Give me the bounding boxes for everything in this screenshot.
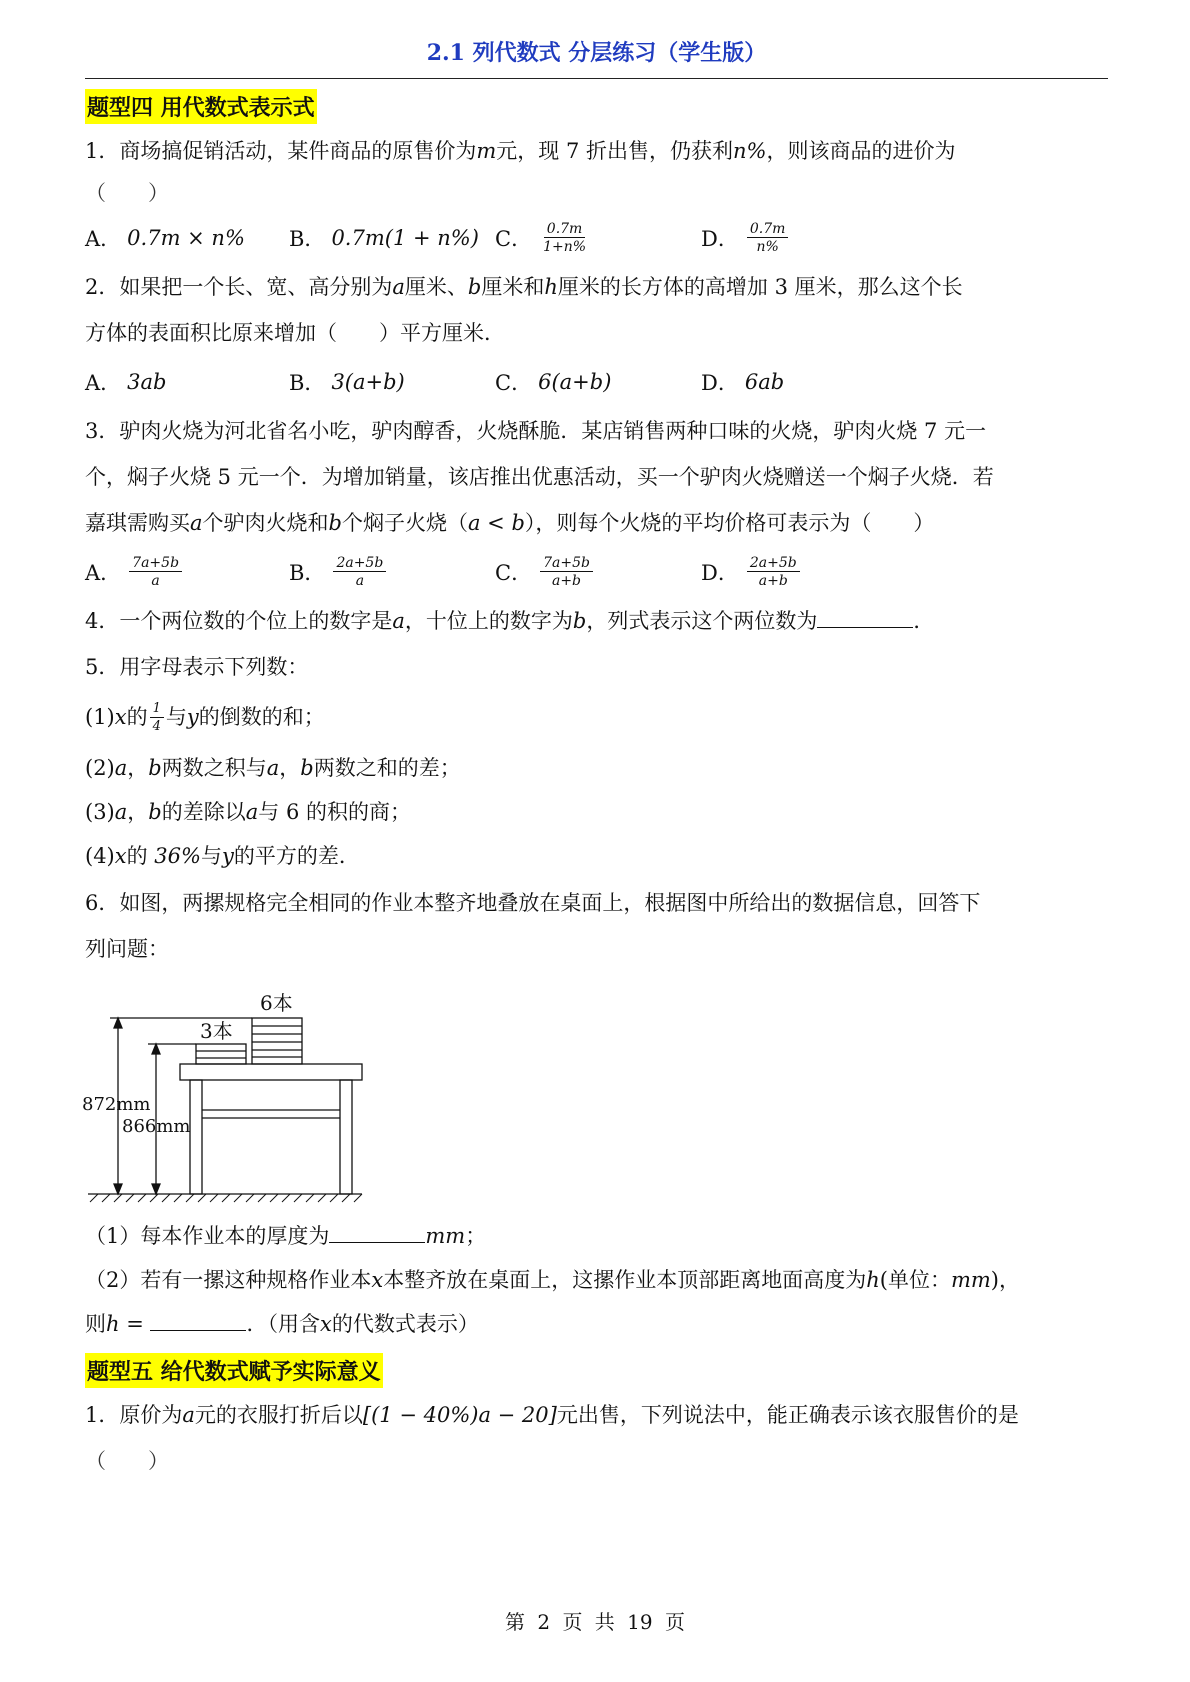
desk-diagram: [80, 972, 380, 1212]
question-3: 3．驴肉火烧为河北省名小吃，驴肉醇香，火烧酥脆．某店销售两种口味的火烧，驴肉火烧 7 元一: [85, 419, 987, 443]
option-d: D． 6ab: [701, 370, 785, 395]
question-1: 1．商场搞促销活动，某件商品的原售价为m元，现 7 折出售，仍获利n%，则该商品的进价为: [85, 139, 956, 163]
fraction: $\frac{2a+5b}{a+b}$: [747, 555, 800, 590]
label-6-books: 6本: [260, 991, 293, 1015]
question-5-part-3: (3)a，b的差除以a与 6 的积的商；: [85, 800, 411, 824]
question-5-part-4: (4)x的 36%与y的平方的差．: [85, 844, 360, 868]
fraction: $\frac{7a+5b}{a}$: [129, 555, 182, 590]
option-b: B． 3(a+b): [289, 370, 405, 395]
question-6-sub-2: （2）若有一摞这种规格作业本x本整齐放在桌面上，这摞作业本顶部距离地面高度为h(单位：mm)，: [85, 1268, 1020, 1292]
question-2-line2: 方体的表面积比原来增加（ ）平方厘米．: [85, 321, 505, 345]
option-b: B． 0.7m(1 + n%): [289, 226, 479, 251]
option-a: A． $\frac{7a+5b}{a}$: [85, 555, 289, 590]
option-a: A． 3ab: [85, 370, 167, 395]
question-5-part-1: (1)x的 $\frac{1}{4}$ 与y的倒数的和；: [85, 701, 325, 734]
question-7-paren: （ ）: [85, 1449, 169, 1473]
question-4: 4．一个两位数的个位上的数字是a，十位上的数字为b，列式表示这个两位数为 ．: [85, 609, 935, 633]
fraction: $\frac{2a+5b}{a}$: [333, 555, 386, 590]
section-heading-4: 题型四 用代数式表示式: [85, 89, 317, 124]
fraction: $\frac{0.7m}{1+n\%}$: [543, 220, 587, 255]
section-heading-5: 题型五 给代数式赋予实际意义: [85, 1353, 383, 1388]
option-d: D． $\frac{0.7m}{n\%}$: [701, 221, 790, 256]
label-872mm: 872mm: [82, 1094, 151, 1115]
document-body: [82, 84, 1108, 1484]
desk-figure: [80, 972, 380, 1212]
question-6-line2: 列问题：: [85, 937, 169, 961]
option-b: B． $\frac{2a+5b}{a}$: [289, 555, 495, 590]
option-a: A． 0.7m × n%: [85, 226, 245, 251]
question-3-line3: 嘉琪需购买a个驴肉火烧和b个焖子火烧（a < b），则每个火烧的平均价格可表示为（ ）: [85, 511, 935, 535]
question-2-options: [85, 356, 1108, 408]
label-3-books: 3本: [200, 1019, 233, 1043]
question-2: 2．如果把一个长、宽、高分别为a厘米、b厘米和h厘米的长方体的高增加 3 厘米，那么这个长: [85, 275, 963, 299]
answer-blank[interactable]: [329, 1222, 425, 1243]
page-footer: 第 2 页 共 19 页: [505, 1610, 685, 1634]
option-c: C． $\frac{0.7m}{1+n\%}$: [495, 221, 701, 256]
question-6: 6．如图，两摞规格完全相同的作业本整齐地叠放在桌面上，根据图中所给出的数据信息，回答下: [85, 891, 981, 915]
question-3-options: [85, 546, 1108, 598]
option-c: C． $\frac{7a+5b}{a+b}$: [495, 555, 701, 590]
option-c: C． 6(a+b): [495, 370, 612, 395]
fraction: $\frac{1}{4}$: [150, 701, 164, 736]
answer-blank[interactable]: [817, 607, 913, 628]
question-5-part-2: (2)a，b两数之积与a，b两数之和的差；: [85, 756, 461, 780]
question-1-paren: （ ）: [85, 181, 169, 205]
fraction: $\frac{7a+5b}{a+b}$: [540, 555, 593, 590]
option-d: D． $\frac{2a+5b}{a+b}$: [701, 555, 802, 590]
fraction: $\frac{0.7m}{n\%}$: [747, 221, 789, 256]
question-6-sub-1: （1）每本作业本的厚度为 mm；: [85, 1224, 487, 1248]
question-1-options: [85, 212, 1108, 264]
answer-blank[interactable]: [150, 1310, 246, 1331]
label-866mm: 866mm: [122, 1116, 191, 1137]
page-header: [85, 28, 1108, 79]
question-6-sub-2-line2: 则h = ．（用含x的代数式表示）: [85, 1312, 479, 1336]
question-3-line2: 个，焖子火烧 5 元一个．为增加销量，该店推出优惠活动，买一个驴肉火烧赠送一个焖子火烧．若: [85, 465, 994, 489]
page-title: 2.1 列代数式 分层练习（学生版）: [426, 40, 767, 66]
question-7: 1．原价为a元的衣服打折后以[(1 − 40%)a − 20]元出售，下列说法中，能正确表示该衣服售价的是: [85, 1403, 1019, 1427]
question-5: 5．用字母表示下列数：: [85, 655, 309, 679]
